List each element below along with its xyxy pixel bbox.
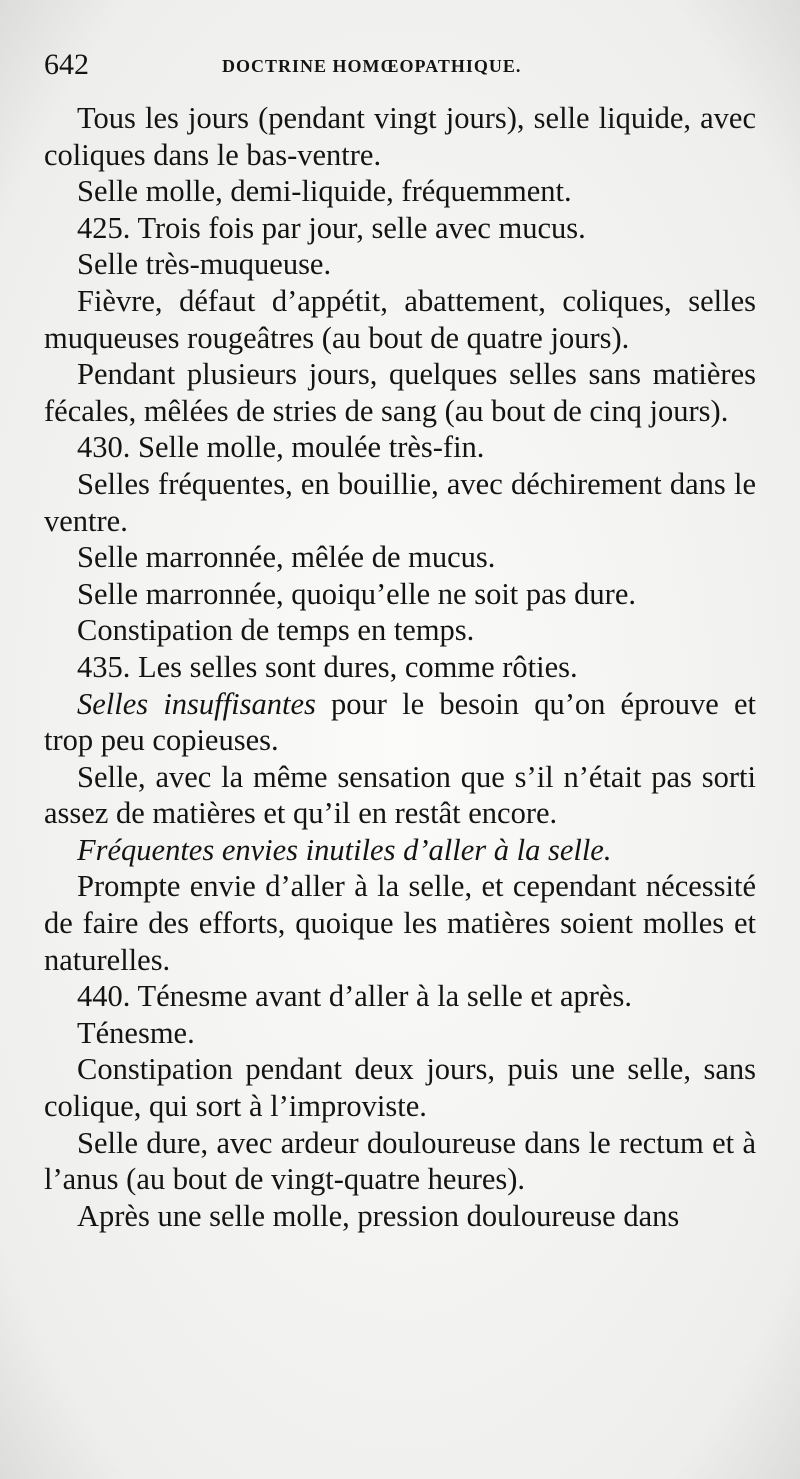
page-number: 642 [44, 48, 89, 81]
paragraph: Prompte envie d’aller à la selle, et cependant nécessité de faire des efforts, quoique les matières soient molles et naturelles. [44, 869, 756, 977]
paragraph [44, 832, 756, 869]
paragraph: Fièvre, défaut d’appétit, abattement, coliques, selles muqueuses rougeâtres (au bout de quatre jours). [44, 283, 756, 355]
page-header [44, 48, 756, 88]
paragraph: Ténesme. [77, 1015, 195, 1050]
italic-phrase: Fréquentes envies inutiles d’aller à la selle. [77, 832, 612, 867]
paragraph: 440. Ténesme avant d’aller à la selle et après. [77, 979, 632, 1014]
paragraph: 430. Selle molle, moulée très-fin. [77, 430, 485, 465]
paragraph: Selle marronnée, quoiqu’elle ne soit pas dure. [77, 576, 636, 611]
paragraph: Tous les jours (pendant vingt jours), selle liquide, avec coliques dans le bas-ventre. [44, 101, 756, 172]
italic-phrase: Selles insuffisantes [77, 686, 316, 721]
paragraph: Pendant plusieurs jours, quelques selles sans matières fécales, mêlées de stries de sang (au bout de cinq jours). [44, 357, 756, 428]
body-text [44, 100, 756, 1234]
paragraph: Selle molle, demi-liquide, fréquemment. [77, 174, 572, 209]
paragraph: 435. Les selles sont dures, comme rôties. [77, 649, 578, 684]
paragraph: Selle, avec la même sensation que s’il n’était pas sorti assez de matières et qu’il en restât encore. [44, 759, 756, 831]
paragraph: Selle dure, avec ardeur douloureuse dans le rectum et à l’anus (au bout de vingt-quatre heures). [44, 1125, 756, 1197]
paragraph: Constipation pendant deux jours, puis une selle, sans colique, qui sort à l’improviste. [44, 1052, 756, 1124]
paragraph: Selles insuffisantes pour le besoin qu’on éprouve et trop peu copieuses. [44, 686, 756, 758]
paragraph: Selle très-muqueuse. [77, 247, 332, 282]
paragraph: Après une selle molle, pression douloureuse dans [77, 1198, 680, 1233]
paragraph: Selles fréquentes, en bouillie, avec déchirement dans le ventre. [44, 466, 756, 538]
running-head: DOCTRINE HOMŒOPATHIQUE. [222, 56, 522, 76]
paragraph: Selle marronnée, mêlée de mucus. [77, 540, 496, 575]
paragraph: 425. Trois fois par jour, selle avec mucus. [77, 210, 586, 245]
paragraph: Constipation de temps en temps. [77, 613, 475, 648]
